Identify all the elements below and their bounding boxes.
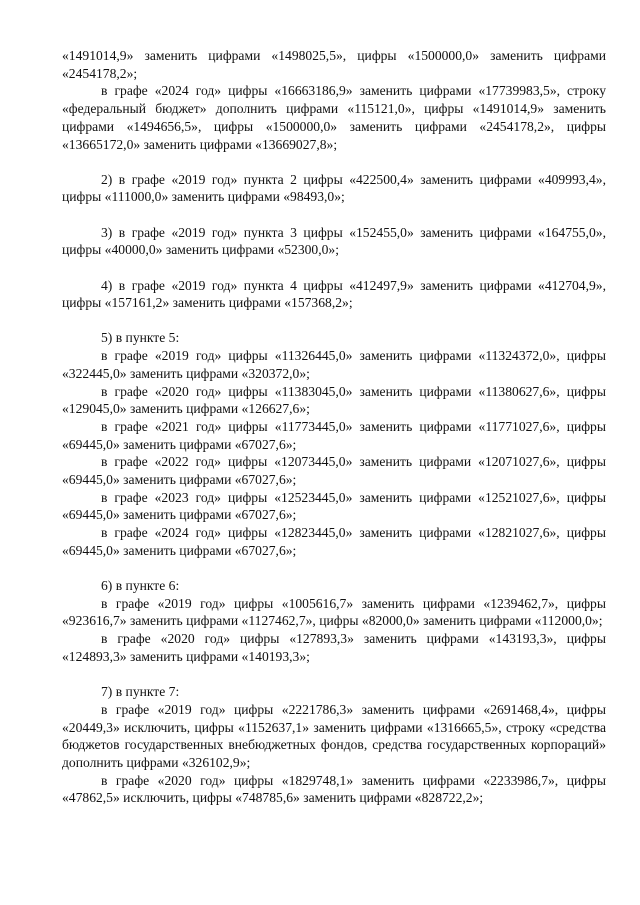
paragraph: в графе «2019 год» цифры «11326445,0» заменить цифрами «11324372,0», цифры «322445,0» заменить цифрами «320372,0»; [62, 348, 606, 381]
paragraph: в графе «2019 год» цифры «1005616,7» заменить цифрами «1239462,7», цифры «923616,7» заменить цифрами «1127462,7», цифры «82000,0» заменить цифрами «112000,0»; [62, 595, 606, 629]
paragraph: в графе «2024 год» цифры «12823445,0» заменить цифрами «12821027,6», цифры «69445,0» заменить цифрами «67027,6»; [62, 525, 606, 558]
paragraph-gap [62, 259, 606, 277]
paragraph-gap [62, 153, 606, 171]
paragraph-item-5-heading: 5) в пункте 5: [101, 330, 180, 346]
paragraph-item-7-heading: 7) в пункте 7: [101, 684, 180, 700]
paragraph-item-2: 2) в графе «2019 год» пункта 2 цифры «422500,4» заменить цифрами «409993,4», цифры «111000,0» заменить цифрами «98493,0»; [62, 171, 606, 205]
paragraph-gap [62, 206, 606, 224]
paragraph: в графе «2021 год» цифры «11773445,0» заменить цифрами «11771027,6», цифры «69445,0» заменить цифрами «67027,6»; [62, 418, 606, 452]
paragraph: в графе «2023 год» цифры «12523445,0» заменить цифрами «12521027,6», цифры «69445,0» заменить цифрами «67027,6»; [62, 489, 606, 523]
paragraph: в графе «2022 год» цифры «12073445,0» заменить цифрами «12071027,6», цифры «69445,0» заменить цифрами «67027,6»; [62, 454, 606, 488]
paragraph: в графе «2019 год» цифры «2221786,3» заменить цифрами «2691468,4», цифры «20449,3» исключить, цифры «1152637,1» заменить цифрами «1316665,5», строку «средства бюджетов государственных внебюджетных фондов, средства государственных корпораций» дополнить цифрами «326102,9»; [62, 701, 606, 770]
paragraph-gap [62, 560, 606, 578]
paragraph-item-4: 4) в графе «2019 год» пункта 4 цифры «412497,9» заменить цифрами «412704,9», цифры «157161,2» заменить цифрами «157368,2»; [62, 277, 606, 311]
paragraph: в графе «2020 год» цифры «127893,3» заменить цифрами «143193,3», цифры «124893,3» заменить цифрами «140193,3»; [62, 631, 606, 664]
paragraph-item-6-heading: 6) в пункте 6: [101, 578, 180, 594]
paragraph: в графе «2024 год» цифры «16663186,9» заменить цифрами «17739983,5», строку «федеральный бюджет» дополнить цифрами «115121,0», цифры «1491014,9» заменить цифрами «1494656,5», цифры «1500000,0» заменить цифрами «2454178,2», цифры «13665172,0» заменить цифрами «13669027,8»; [62, 83, 606, 152]
paragraph-item-3: 3) в графе «2019 год» пункта 3 цифры «152455,0» заменить цифрами «164755,0», цифры «40000,0» заменить цифрами «52300,0»; [62, 224, 606, 258]
paragraph-gap [62, 666, 606, 684]
paragraph-gap [62, 312, 606, 330]
paragraph: «1491014,9» заменить цифрами «1498025,5», цифры «1500000,0» заменить цифрами «2454178,2»; [62, 48, 606, 81]
paragraph: в графе «2020 год» цифры «11383045,0» заменить цифрами «11380627,6», цифры «129045,0» заменить цифрами «126627,6»; [62, 383, 606, 417]
paragraph: в графе «2020 год» цифры «1829748,1» заменить цифрами «2233986,7», цифры «47862,5» исключить, цифры «748785,6» заменить цифрами «828722,2»; [62, 772, 606, 806]
